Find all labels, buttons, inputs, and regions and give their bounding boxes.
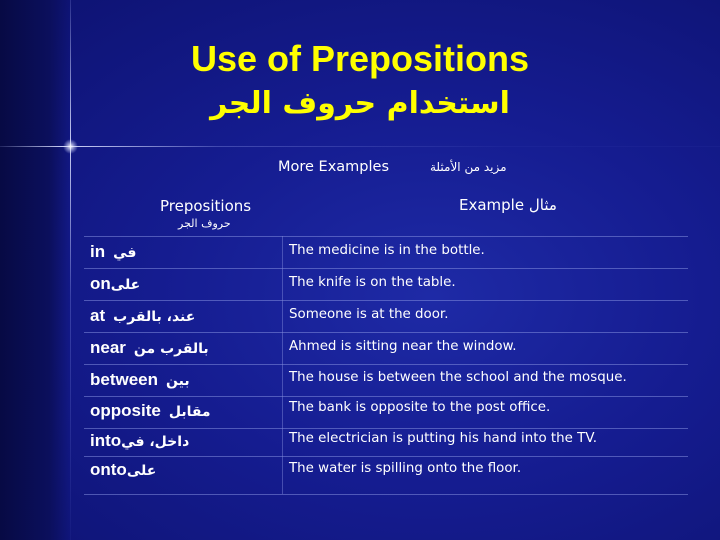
preposition-onto: ontoعلى (90, 460, 157, 479)
row-divider (84, 268, 688, 269)
row-divider (84, 364, 688, 365)
example-at: Someone is at the door. (289, 307, 449, 322)
row-divider (84, 494, 688, 495)
subtitle-arabic: مزيد من الأمثلة (430, 160, 507, 174)
slide-title: Use of Prepositions (190, 38, 530, 79)
preposition-at: at عند، بالقرب (90, 306, 196, 325)
header-example: Example مثال (459, 196, 557, 214)
example-between: The house is between the school and the mosque. (289, 370, 627, 385)
example-into: The electrician is putting his hand into the TV. (289, 431, 598, 446)
example-onto: The water is spilling onto the floor. (289, 461, 522, 476)
slide-title-arabic: استخدام حروف الجر (210, 86, 510, 121)
preposition-into: intoداخل، في (90, 431, 190, 450)
row-divider (84, 428, 688, 429)
decorative-vertical-line (70, 0, 71, 540)
header-prepositions-arabic: حروف الجر (178, 217, 231, 230)
row-divider (84, 300, 688, 301)
preposition-between: between بين (90, 370, 190, 389)
preposition-in: in في (90, 242, 137, 261)
row-divider (84, 236, 688, 237)
example-on: The knife is on the table. (289, 275, 456, 290)
example-in: The medicine is in the bottle. (289, 243, 485, 258)
example-opposite: The bank is opposite to the post office. (289, 400, 551, 415)
row-divider (84, 456, 688, 457)
preposition-opposite: opposite مقابل (90, 401, 211, 420)
sparkle-icon (63, 139, 78, 154)
row-divider (84, 396, 688, 397)
left-dark-band (0, 0, 70, 540)
row-divider (84, 332, 688, 333)
subtitle-english: More Examples (278, 159, 390, 175)
preposition-near: near بالقرب من (90, 338, 209, 357)
header-prepositions: Prepositions (160, 197, 252, 215)
preposition-on: onعلى (90, 274, 141, 293)
example-near: Ahmed is sitting near the window. (289, 339, 517, 354)
decorative-horizontal-line (0, 146, 720, 147)
